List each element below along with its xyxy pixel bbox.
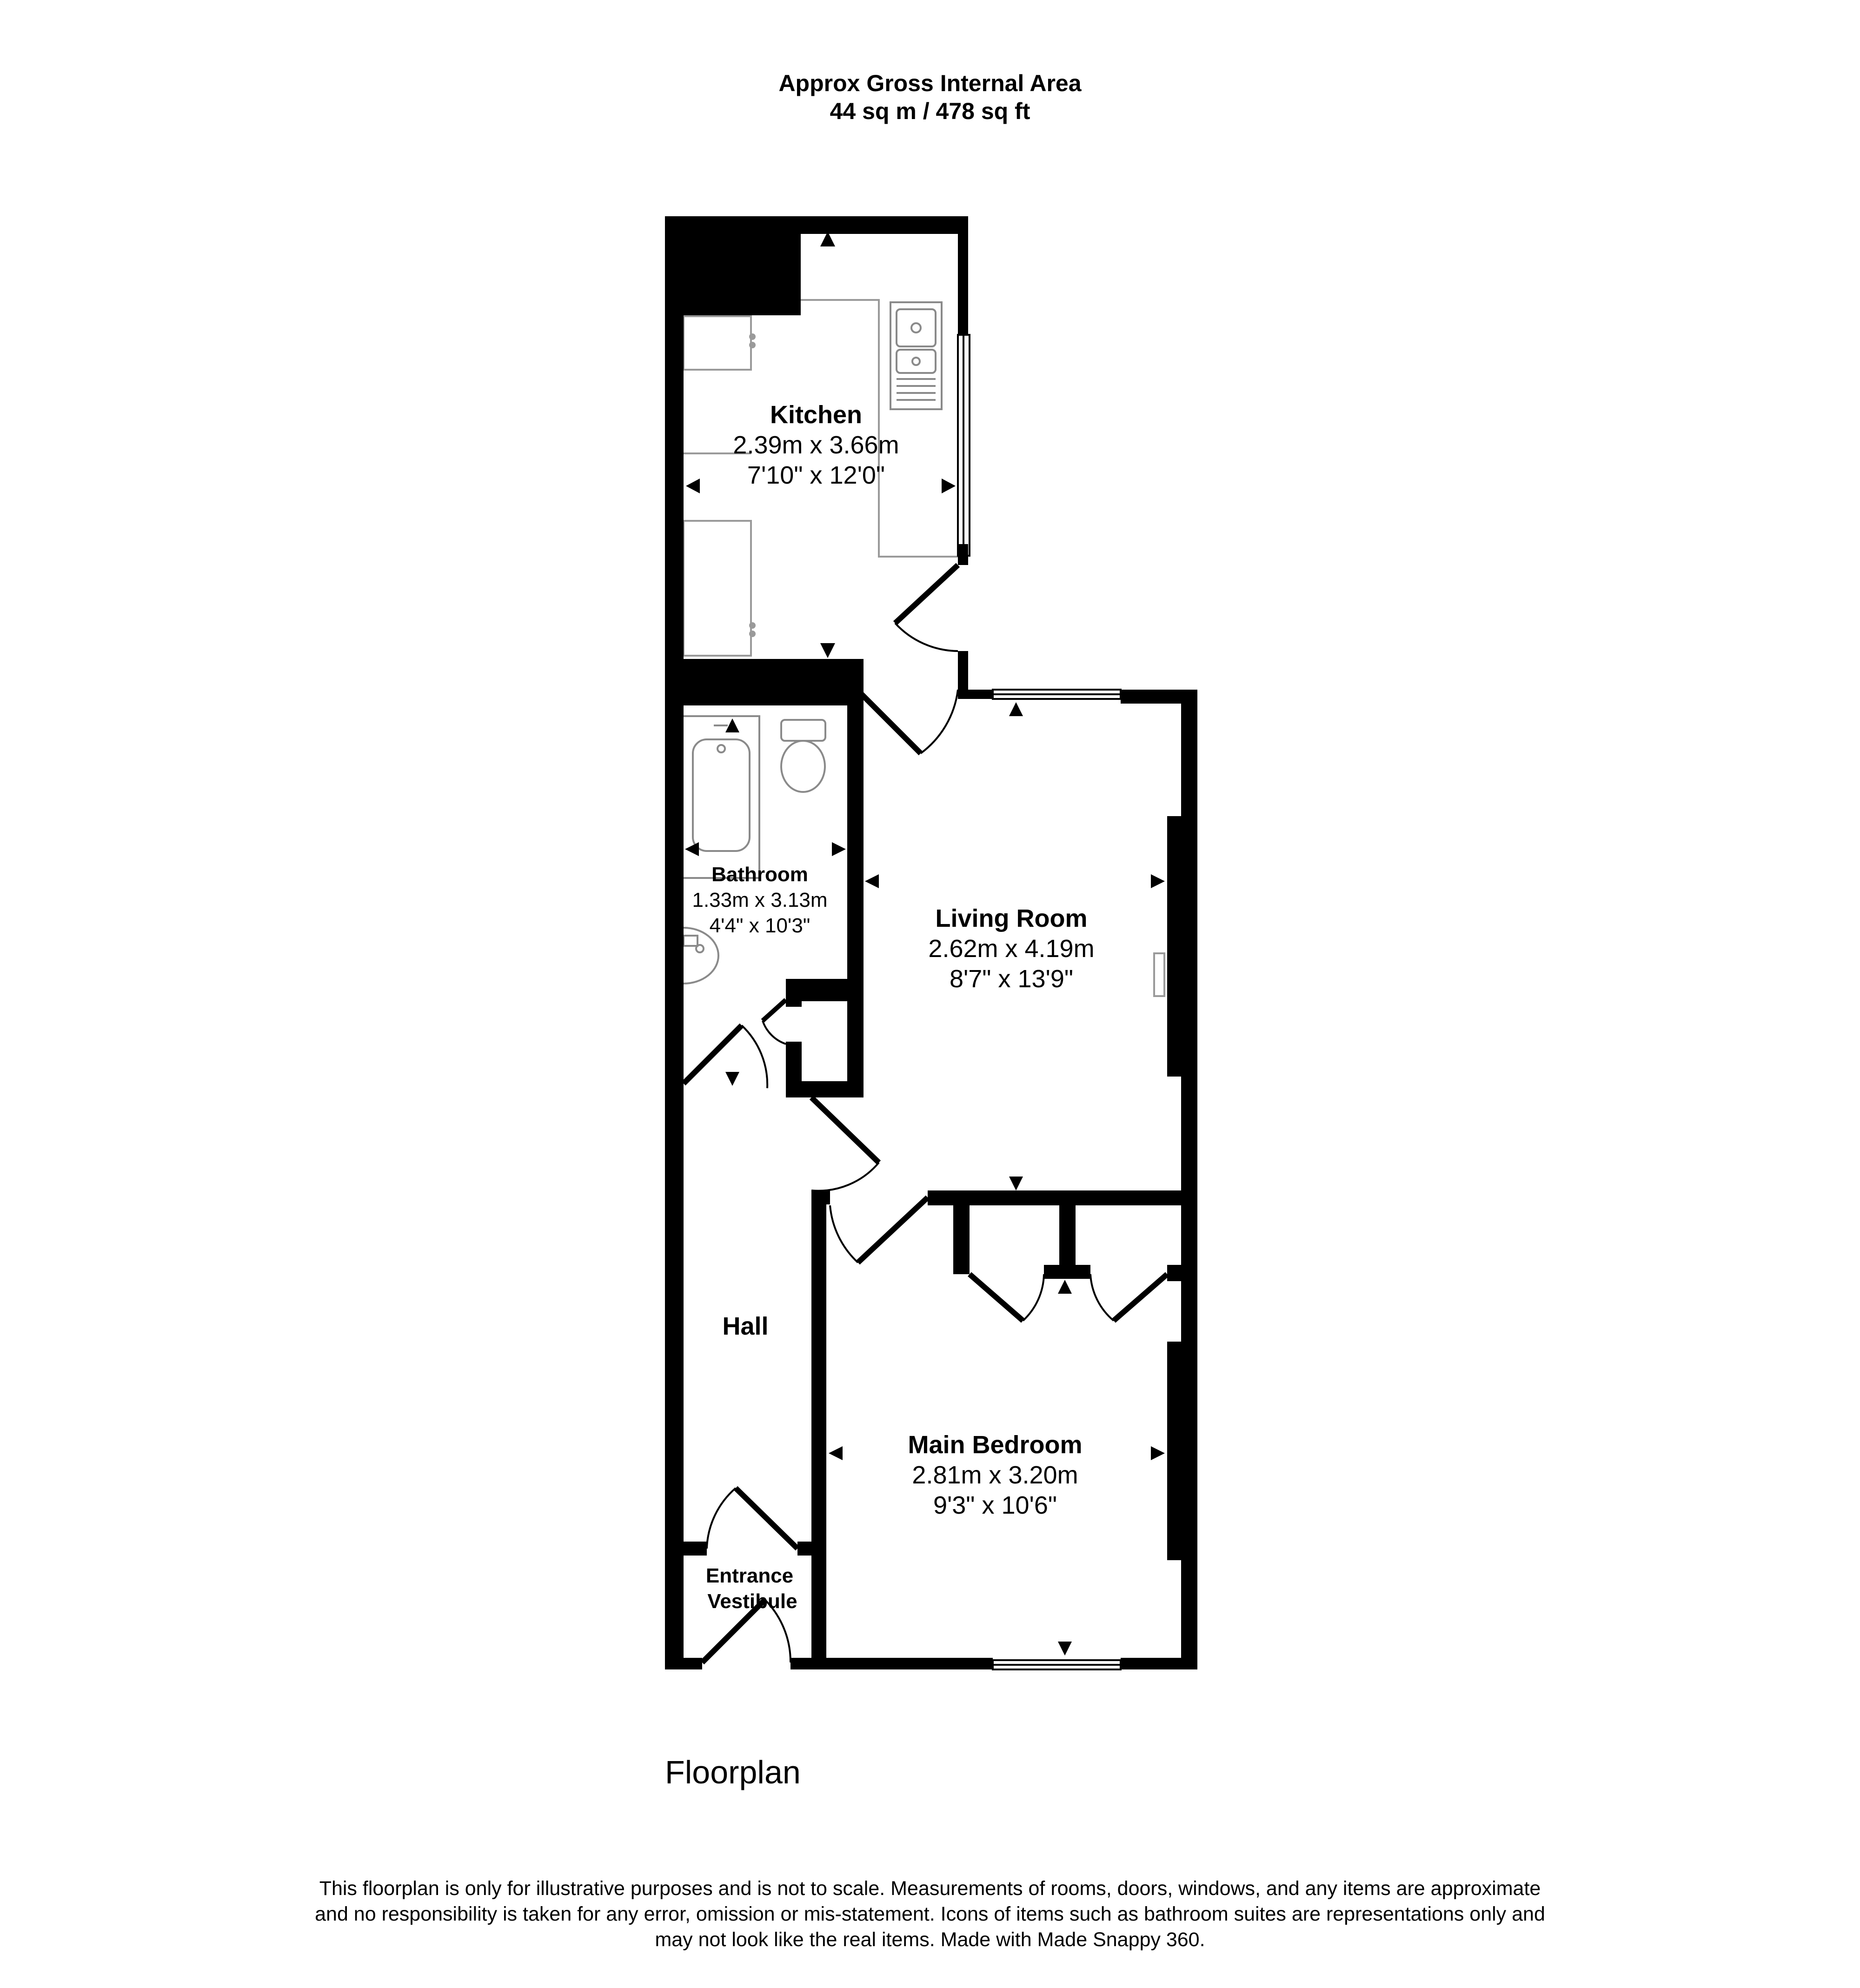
main-bedroom-name: Main Bedroom bbox=[908, 1431, 1083, 1459]
disclaimer-line1: This floorplan is only for illustrative purposes and is not to scale. Measurements of rooms, doors, windows, and any items are approximate bbox=[319, 1877, 1541, 1900]
bathroom-metric: 1.33m x 3.13m bbox=[692, 889, 828, 911]
main-bedroom-metric: 2.81m x 3.20m bbox=[912, 1461, 1078, 1489]
entrance-name-line1: Entrance bbox=[705, 1564, 794, 1587]
room-bathroom bbox=[692, 863, 827, 937]
living-room-imperial: 8'7" x 13'9" bbox=[949, 965, 1074, 993]
toilet-icon bbox=[781, 720, 825, 792]
disclaimer-line2: and no responsibility is taken for any error, omission or mis-statement. Icons of items such as bathroom suites are representations only and bbox=[315, 1903, 1545, 1925]
room-main-bedroom bbox=[908, 1431, 1082, 1519]
kitchen-name: Kitchen bbox=[770, 401, 863, 429]
kitchen-imperial: 7'10" x 12'0" bbox=[747, 461, 885, 489]
hall-name: Hall bbox=[722, 1312, 769, 1340]
floor-label: Floorplan bbox=[665, 1754, 801, 1790]
kitchen-window bbox=[958, 335, 970, 556]
bathroom-name: Bathroom bbox=[711, 863, 808, 886]
room-hall bbox=[722, 1312, 768, 1340]
disclaimer bbox=[315, 1877, 1545, 1951]
gross-area-title: Approx Gross Internal Area bbox=[778, 70, 1082, 96]
bathroom-imperial: 4'4" x 10'3" bbox=[709, 914, 810, 937]
doors bbox=[684, 565, 1167, 1662]
radiator-icon bbox=[1154, 953, 1164, 996]
room-entrance-vestibule bbox=[706, 1564, 797, 1613]
living-room-name: Living Room bbox=[935, 904, 1088, 932]
living-room-window bbox=[993, 690, 1121, 699]
disclaimer-line3: may not look like the real items. Made with Made Snappy 360. bbox=[655, 1928, 1205, 1951]
living-room-metric: 2.62m x 4.19m bbox=[928, 935, 1095, 963]
room-living-room bbox=[928, 904, 1094, 993]
room-kitchen bbox=[733, 401, 899, 489]
bedroom-window bbox=[993, 1660, 1121, 1669]
gross-area-value: 44 sq m / 478 sq ft bbox=[830, 98, 1030, 124]
kitchen-metric: 2.39m x 3.66m bbox=[733, 431, 899, 459]
entrance-name-line2: Vestibule bbox=[707, 1590, 797, 1613]
sink-icon bbox=[890, 302, 942, 409]
main-bedroom-imperial: 9'3" x 10'6" bbox=[933, 1491, 1057, 1519]
